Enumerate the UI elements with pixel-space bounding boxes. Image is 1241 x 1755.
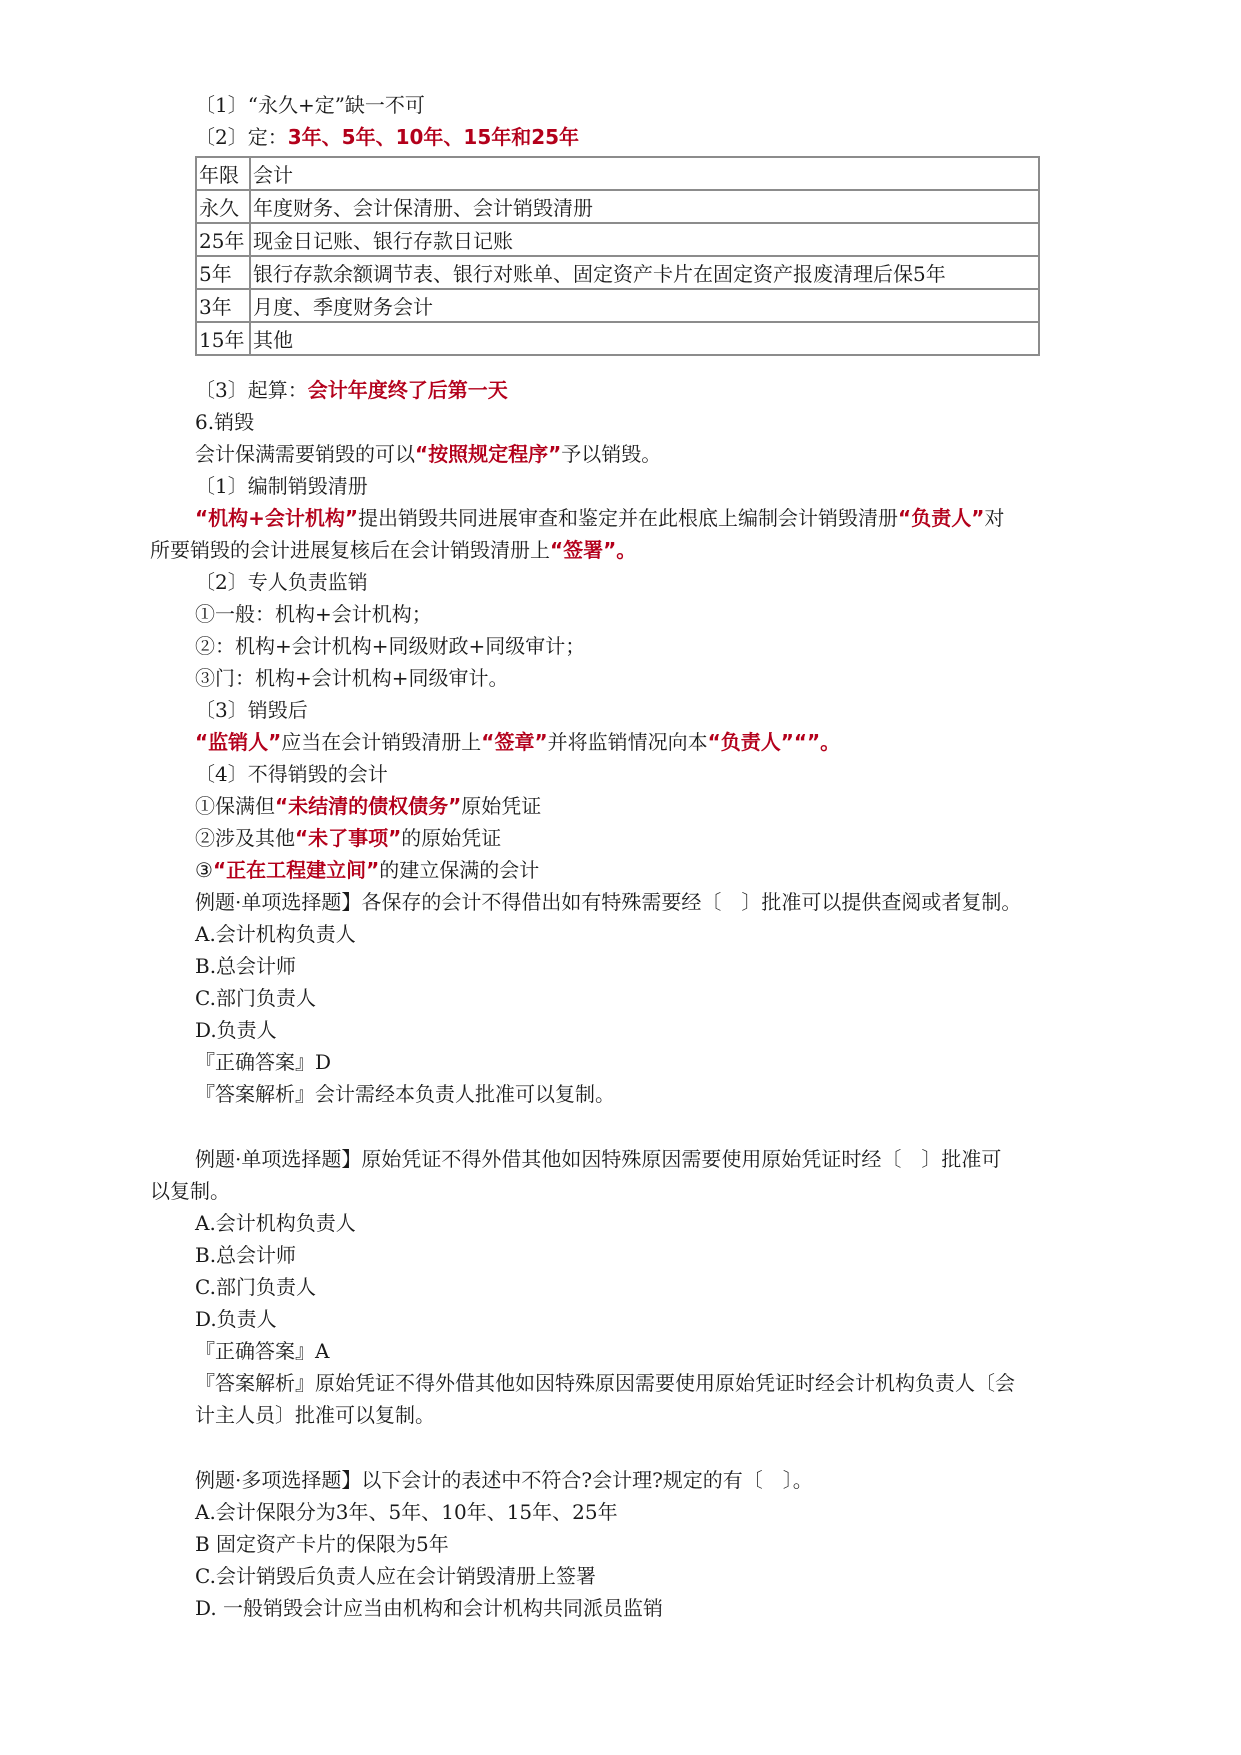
list-item: ②涉及其他“未了事项”的原始凭证 xyxy=(195,826,502,850)
table-cell: 银行存款余额调节表、银行对账单、固定资产卡片在固定资产报废清理后保5年 xyxy=(250,256,1039,289)
table-row xyxy=(196,256,1039,289)
analysis: 『答案解析』会计需经本负责人批准可以复制。 xyxy=(195,1082,615,1106)
question-stem: 例题·单项选择题】各保存的会计不得借出如有特殊需要经〔 〕批准可以提供查阅或者复制。 xyxy=(195,890,1022,914)
table-row xyxy=(196,223,1039,256)
table-cell: 3年 xyxy=(196,289,250,322)
option-d: D.负责人 xyxy=(195,1307,277,1331)
paragraph: 所要销毁的会计进展复核后在会计销毁清册上“签署”。 xyxy=(150,538,637,562)
subheading: 〔4〕不得销毁的会计 xyxy=(195,762,388,786)
table-row xyxy=(196,322,1039,355)
subheading: 〔1〕编制销毁清册 xyxy=(195,474,368,498)
option-c: C.部门负责人 xyxy=(195,986,316,1010)
table-cell: 25年 xyxy=(196,223,250,256)
option-a: A.会计机构负责人 xyxy=(195,922,356,946)
table-row xyxy=(196,289,1039,322)
option-a: A.会计机构负责人 xyxy=(195,1211,356,1235)
answer: 『正确答案』A xyxy=(195,1339,330,1363)
subheading: 〔3〕销毁后 xyxy=(195,698,308,722)
retention-table xyxy=(195,156,1040,356)
list-item: ①一般：机构+会计机构； xyxy=(195,602,432,626)
list-item: ①保满但“未结清的债权债务”原始凭证 xyxy=(195,794,542,818)
option-b: B.总会计师 xyxy=(195,954,297,978)
paragraph: 会计保满需要销毁的可以“按照规定程序”予以销毁。 xyxy=(195,442,662,466)
start-date-line: 〔3〕起算：会计年度终了后第一天 xyxy=(195,378,508,402)
table-cell: 5年 xyxy=(196,256,250,289)
paragraph: “机构+会计机构”提出销毁共同进展审查和鉴定并在此根底上编制会计销毁清册“负责人”对 xyxy=(195,506,1005,530)
list-item: ②：机构+会计机构+同级财政+同级审计； xyxy=(195,634,586,658)
table-cell: 永久 xyxy=(196,190,250,223)
intro-line-1: 〔1〕“永久+定”缺一不可 xyxy=(195,93,425,117)
option-b: B 固定资产卡片的保限为5年 xyxy=(195,1532,449,1556)
section-heading: 6.销毁 xyxy=(195,410,255,434)
option-d: D.负责人 xyxy=(195,1018,277,1042)
list-item: ③“正在工程建立间”的建立保满的会计 xyxy=(195,858,540,882)
table-cell: 现金日记账、银行存款日记账 xyxy=(250,223,1039,256)
table-row xyxy=(196,157,1039,190)
paragraph: “监销人”应当在会计销毁清册上“签章”并将监销情况向本“负责人”“”。 xyxy=(195,730,841,754)
question-stem: 例题·多项选择题】以下会计的表述中不符合?会计理?规定的有〔 〕。 xyxy=(195,1468,813,1492)
question-stem: 以复制。 xyxy=(150,1179,230,1203)
table-cell: 年限 xyxy=(196,157,250,190)
option-a: A.会计保限分为3年、5年、10年、15年、25年 xyxy=(195,1500,618,1524)
answer: 『正确答案』D xyxy=(195,1050,332,1074)
table-cell: 其他 xyxy=(250,322,1039,355)
option-b: B.总会计师 xyxy=(195,1243,297,1267)
option-c: C.部门负责人 xyxy=(195,1275,316,1299)
intro-line-2: 〔2〕定：3年、5年、10年、15年和25年 xyxy=(195,125,580,149)
option-c: C.会计销毁后负责人应在会计销毁清册上签署 xyxy=(195,1564,596,1588)
analysis: 计主人员〕批准可以复制。 xyxy=(195,1403,435,1427)
subheading: 〔2〕专人负责监销 xyxy=(195,570,368,594)
list-item: ③门：机构+会计机构+同级审计。 xyxy=(195,666,509,690)
question-stem: 例题·单项选择题】原始凭证不得外借其他如因特殊原因需要使用原始凭证时经〔 〕批准可 xyxy=(195,1147,1002,1171)
analysis: 『答案解析』原始凭证不得外借其他如因特殊原因需要使用原始凭证时经会计机构负责人〔会 xyxy=(195,1371,1015,1395)
table-cell: 年度财务、会计保清册、会计销毁清册 xyxy=(250,190,1039,223)
table-cell: 月度、季度财务会计 xyxy=(250,289,1039,322)
table-cell: 15年 xyxy=(196,322,250,355)
option-d: D. 一般销毁会计应当由机构和会计机构共同派员监销 xyxy=(195,1596,664,1620)
table-cell: 会计 xyxy=(250,157,1039,190)
table-row xyxy=(196,190,1039,223)
